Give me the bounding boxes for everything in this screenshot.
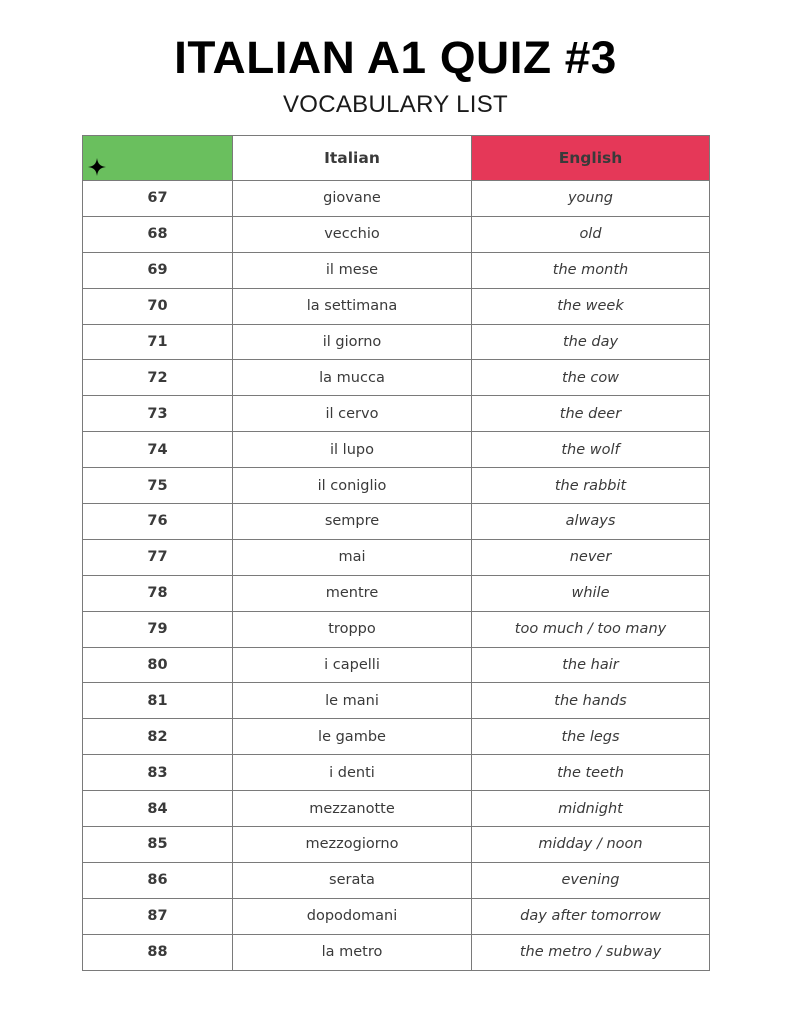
italian-word: i denti <box>233 755 472 791</box>
table-row <box>83 216 710 252</box>
table-row <box>83 791 710 827</box>
english-translation: old <box>472 216 710 252</box>
table-row <box>83 611 710 647</box>
italian-word: mezzogiorno <box>233 827 472 863</box>
english-translation: the teeth <box>472 755 710 791</box>
italian-word: la metro <box>233 934 472 970</box>
italian-word: il cervo <box>233 396 472 432</box>
table-row <box>83 324 710 360</box>
italian-word: vecchio <box>233 216 472 252</box>
english-translation: evening <box>472 862 710 898</box>
italian-word: le gambe <box>233 719 472 755</box>
vocabulary-table <box>82 135 710 971</box>
row-number: 77 <box>83 539 233 575</box>
row-number: 76 <box>83 504 233 540</box>
english-translation: midnight <box>472 791 710 827</box>
english-translation: day after tomorrow <box>472 898 710 934</box>
english-translation: the week <box>472 288 710 324</box>
table-row <box>83 504 710 540</box>
english-translation: never <box>472 539 710 575</box>
table-row <box>83 468 710 504</box>
table-row <box>83 252 710 288</box>
table-row <box>83 539 710 575</box>
english-column-header: English <box>472 136 710 181</box>
italian-word: giovane <box>233 181 472 217</box>
table-row <box>83 683 710 719</box>
row-number: 87 <box>83 898 233 934</box>
table-row <box>83 396 710 432</box>
english-translation: the metro / subway <box>472 934 710 970</box>
italian-word: mezzanotte <box>233 791 472 827</box>
english-translation: the hands <box>472 683 710 719</box>
italian-word: la mucca <box>233 360 472 396</box>
row-number: 78 <box>83 575 233 611</box>
english-translation: the legs <box>472 719 710 755</box>
row-number: 86 <box>83 862 233 898</box>
row-number: 84 <box>83 791 233 827</box>
row-number: 68 <box>83 216 233 252</box>
italian-word: mai <box>233 539 472 575</box>
table-row <box>83 827 710 863</box>
italian-word: il lupo <box>233 432 472 468</box>
four-point-star-icon <box>88 158 106 176</box>
row-number: 75 <box>83 468 233 504</box>
table-row <box>83 575 710 611</box>
english-translation: the hair <box>472 647 710 683</box>
english-translation: the deer <box>472 396 710 432</box>
page-subtitle: VOCABULARY LIST <box>282 91 509 118</box>
table-row <box>83 934 710 970</box>
row-number: 79 <box>83 611 233 647</box>
english-translation: young <box>472 181 710 217</box>
table-row <box>83 181 710 217</box>
english-translation: while <box>472 575 710 611</box>
row-number: 74 <box>83 432 233 468</box>
english-translation: the month <box>472 252 710 288</box>
english-translation: the day <box>472 324 710 360</box>
italian-word: il mese <box>233 252 472 288</box>
row-number: 72 <box>83 360 233 396</box>
row-number: 85 <box>83 827 233 863</box>
english-translation: too much / too many <box>472 611 710 647</box>
italian-word: il giorno <box>233 324 472 360</box>
row-number: 69 <box>83 252 233 288</box>
italian-column-header: Italian <box>233 136 472 181</box>
italian-word: la settimana <box>233 288 472 324</box>
english-translation: the wolf <box>472 432 710 468</box>
english-translation: the cow <box>472 360 710 396</box>
italian-word: le mani <box>233 683 472 719</box>
table-header-row <box>83 136 710 181</box>
row-number: 73 <box>83 396 233 432</box>
table-row <box>83 360 710 396</box>
row-number: 70 <box>83 288 233 324</box>
italian-word: dopodomani <box>233 898 472 934</box>
english-translation: always <box>472 504 710 540</box>
table-row <box>83 898 710 934</box>
italian-word: troppo <box>233 611 472 647</box>
italian-word: serata <box>233 862 472 898</box>
italian-word: i capelli <box>233 647 472 683</box>
table-row <box>83 288 710 324</box>
italian-word: il coniglio <box>233 468 472 504</box>
row-number: 82 <box>83 719 233 755</box>
row-number: 88 <box>83 934 233 970</box>
italian-word: sempre <box>233 504 472 540</box>
english-translation: midday / noon <box>472 827 710 863</box>
vocabulary-table-body <box>83 181 710 971</box>
table-row <box>83 719 710 755</box>
english-translation: the rabbit <box>472 468 710 504</box>
table-row <box>83 647 710 683</box>
table-row <box>83 755 710 791</box>
table-row <box>83 862 710 898</box>
row-number: 83 <box>83 755 233 791</box>
table-row <box>83 432 710 468</box>
row-number: 80 <box>83 647 233 683</box>
row-number: 71 <box>83 324 233 360</box>
row-number: 67 <box>83 181 233 217</box>
page-title: ITALIAN A1 QUIZ #3 <box>174 32 617 83</box>
italian-word: mentre <box>233 575 472 611</box>
number-column-header <box>83 136 233 181</box>
row-number: 81 <box>83 683 233 719</box>
